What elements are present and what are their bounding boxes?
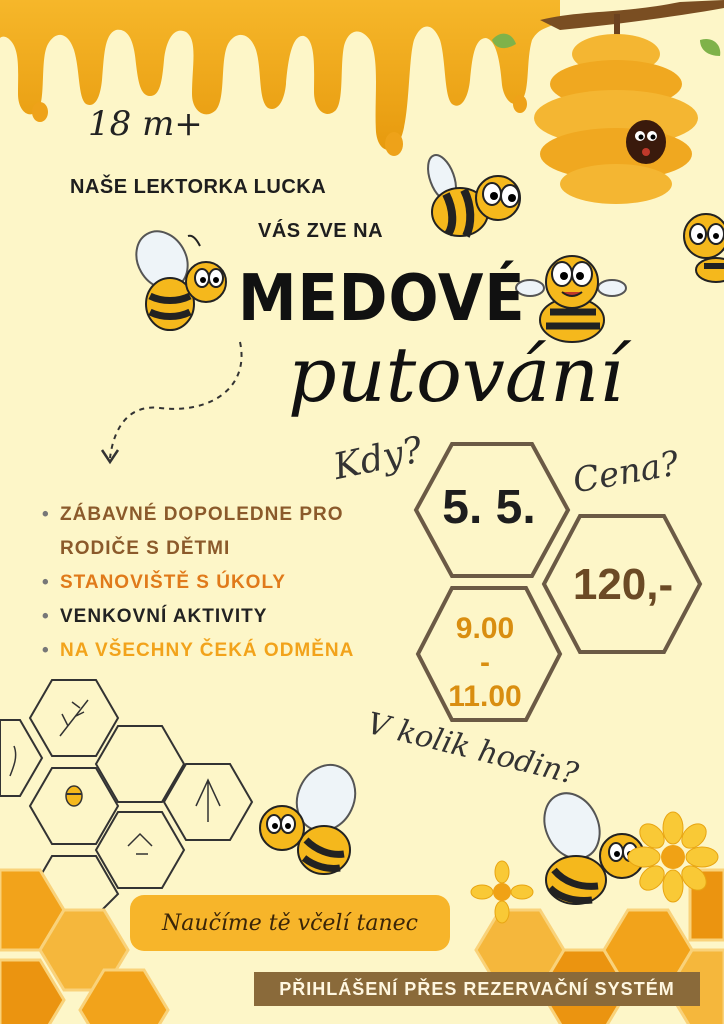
registration-banner: PŘIHLÁŠENÍ PŘES REZERVAČNÍ SYSTÉM bbox=[254, 972, 700, 1006]
bee-icon bbox=[420, 150, 530, 250]
time-end: 11.00 bbox=[448, 680, 522, 713]
flower-icon bbox=[628, 812, 718, 902]
activity-list bbox=[42, 498, 354, 668]
intro-line-2: VÁS ZVE NA bbox=[258, 220, 384, 242]
title-script: putování bbox=[288, 330, 624, 419]
list-item: • STANOVIŠTĚ S ÚKOLY bbox=[42, 566, 354, 600]
question-price: Cena? bbox=[570, 443, 682, 502]
title-main: MEDOVÉ bbox=[238, 262, 526, 336]
dashed-arrow-icon bbox=[100, 338, 250, 468]
dance-banner: Naučíme tě včelí tanec bbox=[130, 895, 450, 951]
event-time bbox=[422, 612, 548, 714]
time-dash: - bbox=[480, 646, 490, 679]
time-start: 9.00 bbox=[455, 612, 515, 645]
bee-icon bbox=[132, 226, 232, 336]
list-item: • NA VŠECHNY ČEKÁ ODMĚNA bbox=[42, 634, 354, 668]
age-label: 18 m+ bbox=[88, 104, 203, 144]
bee-icon bbox=[676, 212, 724, 282]
flower-icon bbox=[472, 862, 532, 922]
intro-line-1: NAŠE LEKTORKA LUCKA bbox=[70, 176, 327, 198]
list-item: • VENKOVNÍ AKTIVITY bbox=[42, 600, 354, 634]
event-price: 120,- bbox=[572, 560, 674, 609]
question-time: V kolik hodin? bbox=[363, 706, 582, 793]
question-when: Kdy? bbox=[330, 429, 427, 489]
list-item: • ZÁBAVNÉ DOPOLEDNE PRO RODIČE S DĚTMI bbox=[42, 498, 354, 566]
event-date: 5. 5. bbox=[442, 481, 536, 534]
beehive-icon bbox=[528, 14, 704, 214]
